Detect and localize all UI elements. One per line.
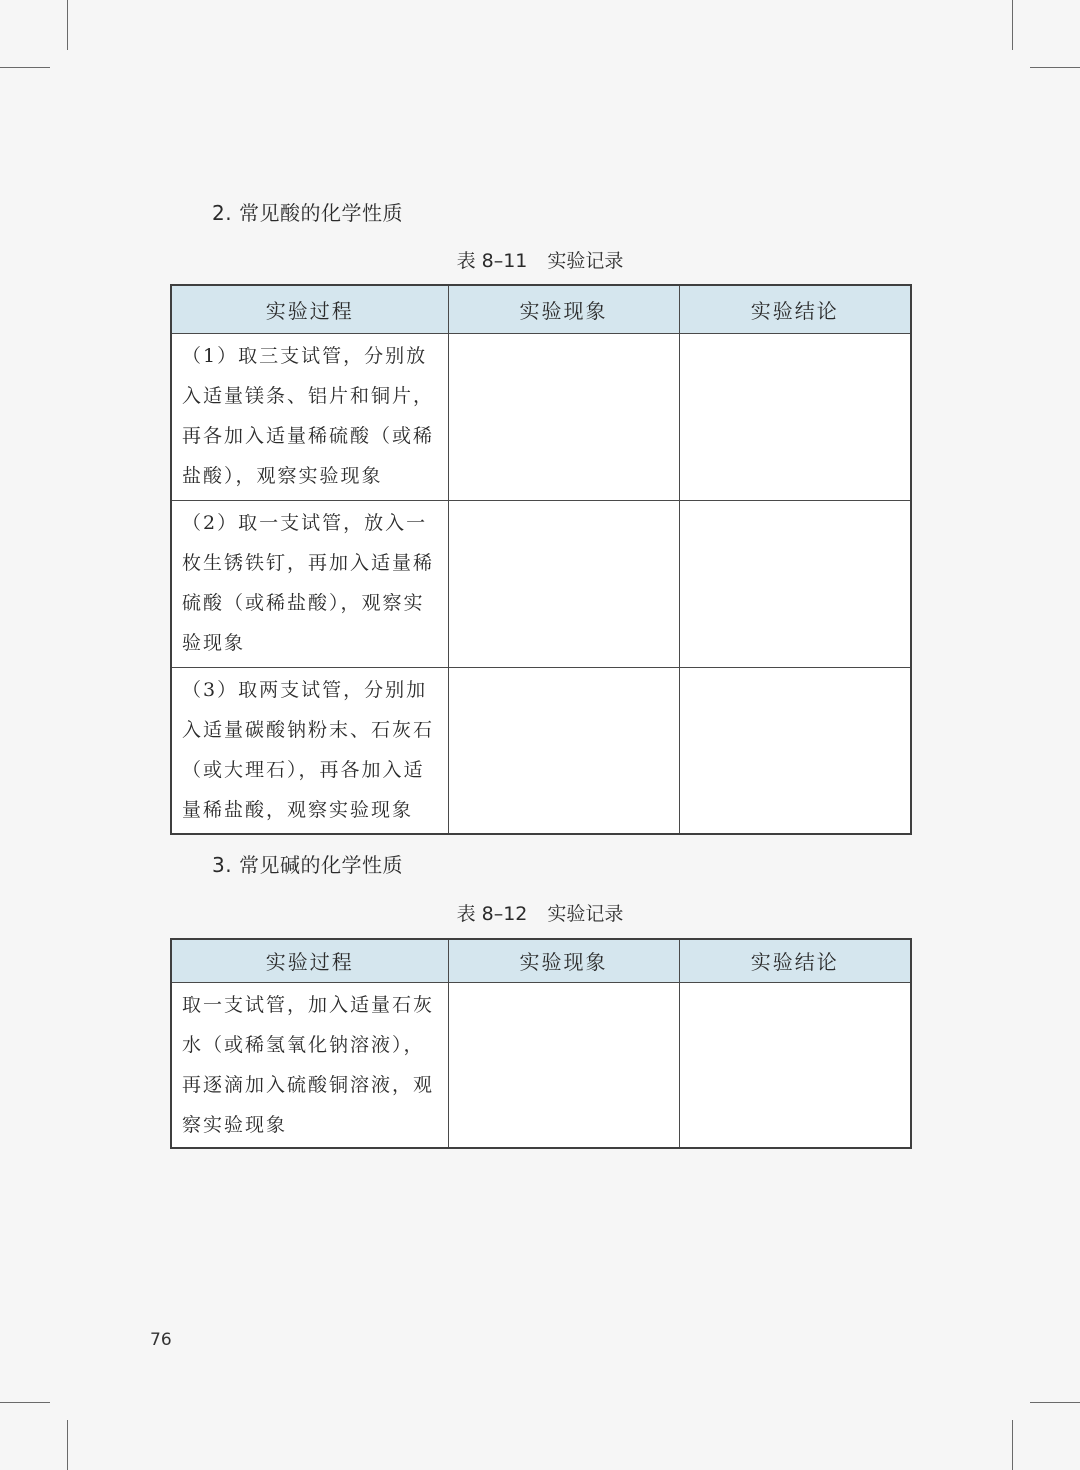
- process-cell: （2）取一支试管，放入一枚生锈铁钉，再加入适量稀硫酸（或稀盐酸），观察实验现象: [171, 500, 448, 667]
- table-caption-8-11: [0, 246, 1080, 273]
- column-header-conclusion: 实验结论: [679, 285, 911, 333]
- experiment-record-table-8-12: [170, 938, 912, 1149]
- section-heading-acids: 2. 常见酸的化学性质: [212, 201, 403, 225]
- table-number: 表 8–11: [456, 250, 528, 272]
- table-row: [171, 667, 911, 834]
- phenomenon-cell[interactable]: [448, 982, 679, 1148]
- crop-mark: [67, 1420, 68, 1470]
- crop-mark: [1030, 67, 1080, 68]
- experiment-record-table-8-11: [170, 284, 912, 835]
- phenomenon-cell[interactable]: [448, 333, 679, 500]
- table-caption-8-12: [0, 899, 1080, 926]
- phenomenon-cell[interactable]: [448, 667, 679, 834]
- table-row: [171, 982, 911, 1148]
- page-number: 76: [150, 1330, 172, 1350]
- process-cell: （1）取三支试管，分别放入适量镁条、铝片和铜片，再各加入适量稀硫酸（或稀盐酸），观察实验现象: [171, 333, 448, 500]
- crop-mark: [1030, 1402, 1080, 1403]
- table-title: 实验记录: [547, 903, 624, 925]
- column-header-phenomenon: 实验现象: [448, 939, 679, 982]
- process-cell: （3）取两支试管，分别加入适量碳酸钠粉末、石灰石（或大理石），再各加入适量稀盐酸，观察实验现象: [171, 667, 448, 834]
- column-header-conclusion: 实验结论: [679, 939, 911, 982]
- column-header-process: 实验过程: [171, 285, 448, 333]
- table-number: 表 8–12: [456, 903, 528, 925]
- crop-mark: [0, 1402, 50, 1403]
- conclusion-cell[interactable]: [679, 982, 911, 1148]
- section-heading-bases: 3. 常见碱的化学性质: [212, 853, 403, 877]
- column-header-phenomenon: 实验现象: [448, 285, 679, 333]
- conclusion-cell[interactable]: [679, 500, 911, 667]
- conclusion-cell[interactable]: [679, 667, 911, 834]
- table-row: [171, 500, 911, 667]
- crop-mark: [0, 67, 50, 68]
- table-row: [171, 333, 911, 500]
- crop-mark: [1012, 1420, 1013, 1470]
- table-title: 实验记录: [547, 250, 624, 272]
- conclusion-cell[interactable]: [679, 333, 911, 500]
- crop-mark: [67, 0, 68, 50]
- column-header-process: 实验过程: [171, 939, 448, 982]
- process-cell: 取一支试管，加入适量石灰水（或稀氢氧化钠溶液），再逐滴加入硫酸铜溶液，观察实验现象: [171, 982, 448, 1148]
- crop-mark: [1012, 0, 1013, 50]
- phenomenon-cell[interactable]: [448, 500, 679, 667]
